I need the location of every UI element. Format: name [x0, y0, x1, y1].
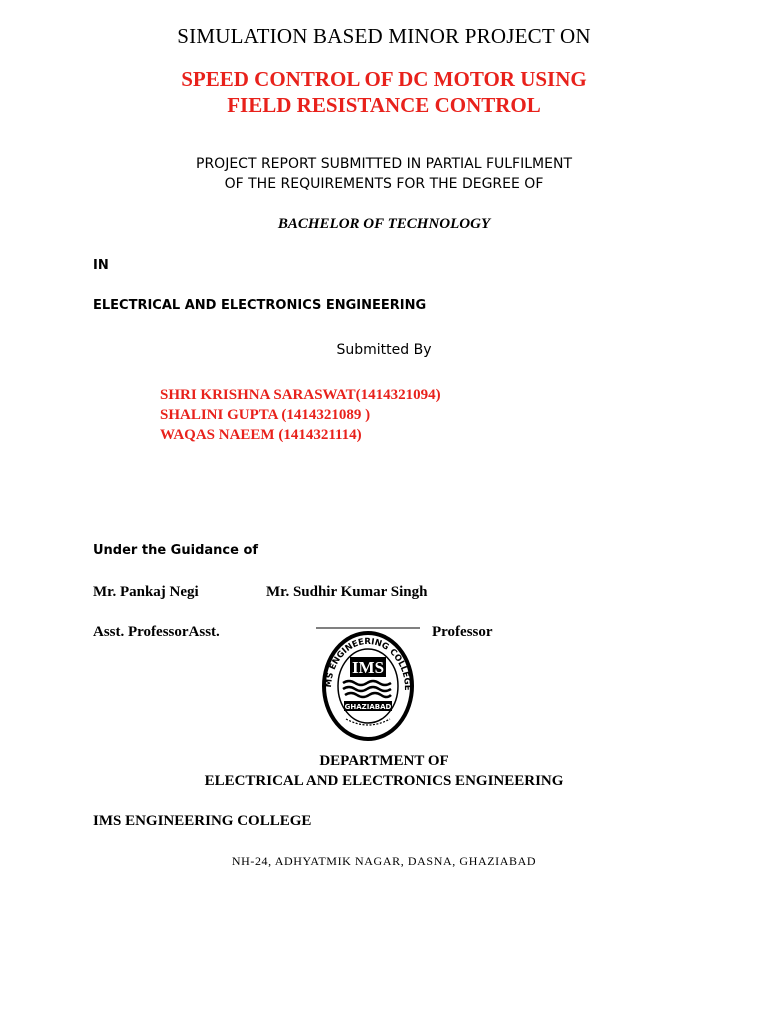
college-name: IMS ENGINEERING COLLEGE	[93, 813, 312, 829]
department-line-1: DEPARTMENT OF	[319, 753, 449, 769]
guide-name-1: Mr. Pankaj Negi	[93, 584, 199, 600]
project-title-line-2: FIELD RESISTANCE CONTROL	[227, 93, 541, 117]
logo-ring-text: MS ENGINEERING COLLEGE	[323, 636, 413, 691]
guidance-label: Under the Guidance of	[93, 543, 259, 558]
submission-statement-line-1: PROJECT REPORT SUBMITTED IN PARTIAL FULFILMENT	[196, 156, 572, 172]
degree-name: BACHELOR OF TECHNOLOGY	[277, 216, 491, 232]
logo-city-text: GHAZIABAD	[344, 703, 392, 711]
submission-statement-line-2: OF THE REQUIREMENTS FOR THE DEGREE OF	[224, 176, 544, 192]
student-name: WAQAS NAEEM (1414321114)	[160, 427, 362, 443]
guide-designation-right: Professor	[432, 624, 493, 640]
logo-center-text: IMS	[351, 658, 385, 677]
student-name: SHALINI GUPTA (1414321089 )	[160, 407, 371, 423]
document-heading: SIMULATION BASED MINOR PROJECT ON	[177, 24, 591, 48]
college-logo-icon	[316, 627, 420, 745]
in-label: IN	[93, 258, 109, 273]
college-address: NH-24, ADHYATMIK NAGAR, DASNA, GHAZIABAD	[231, 854, 537, 868]
guide-designation-left: Asst. ProfessorAsst.	[93, 624, 220, 640]
branch-name: ELECTRICAL AND ELECTRONICS ENGINEERING	[93, 298, 427, 313]
student-name: SHRI KRISHNA SARASWAT(1414321094)	[160, 387, 441, 403]
guide-name-2: Mr. Sudhir Kumar Singh	[266, 584, 428, 600]
submitted-by-label: Submitted By	[336, 342, 432, 358]
department-line-2: ELECTRICAL AND ELECTRONICS ENGINEERING	[204, 773, 564, 789]
project-title-line-1: SPEED CONTROL OF DC MOTOR USING	[181, 67, 587, 91]
